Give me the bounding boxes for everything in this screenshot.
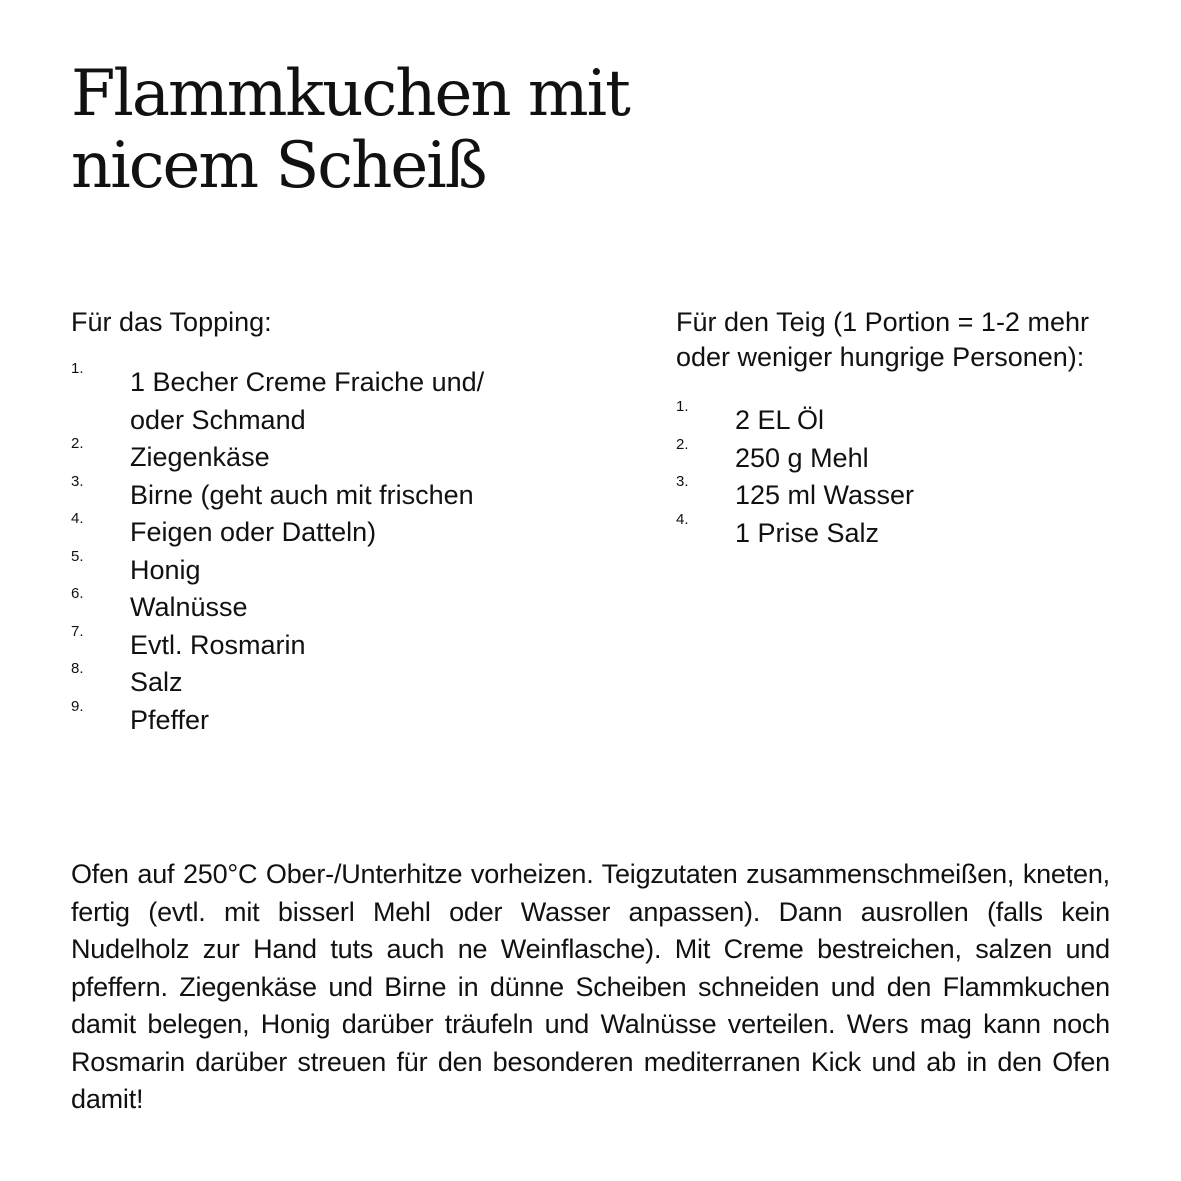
list-number: 1. <box>676 398 689 415</box>
list-item <box>71 510 541 552</box>
list-number: 2. <box>676 435 689 453</box>
list-item-text: Birne (geht auch mit frischen <box>130 479 474 510</box>
list-item <box>676 435 1116 478</box>
list-item-text: Feigen oder Datteln) <box>130 517 377 547</box>
list-number: 6. <box>71 585 84 602</box>
list-number: 8. <box>71 660 84 677</box>
list-number: 2. <box>71 435 84 452</box>
list-number: 3. <box>71 472 84 490</box>
list-item <box>71 435 541 477</box>
list-item-text: 2 EL Öl <box>735 405 825 435</box>
list-item <box>71 660 541 702</box>
list-item-text: Pfeffer <box>130 704 210 735</box>
dough-section <box>676 305 1116 552</box>
recipe-title-line-1: Flammkuchen mit <box>71 57 629 131</box>
list-item <box>71 547 541 590</box>
list-item <box>71 472 541 515</box>
list-number: 7. <box>71 622 84 640</box>
instructions-paragraph: Ofen auf 250°C Ober-/Unterhitze vorheizen. Teigzutaten zusammenschmeißen, kneten, fertig (evtl. mit bisserl Mehl oder Wasser anpassen). Dann ausrollen (falls kein Nudelholz zur Hand tuts auch ne Weinflasche). Mit Creme bestreichen, salzen und pfeffern. Ziegenkäse und Birne in dünne Scheiben schneiden und den Flammkuchen damit belegen, Honig darüber träufeln und Walnüsse verteilen. Wers mag kann noch Rosmarin darüber streuen für den besonderen mediterranen Kick und ab in den Ofen damit! <box>71 859 1110 1114</box>
list-number: 4. <box>676 510 689 528</box>
list-item <box>71 622 541 665</box>
list-item-text: Ziegenkäse <box>130 442 270 472</box>
list-item-text: 1 Becher Creme Fraiche und/ oder Schmand <box>130 367 485 435</box>
list-item <box>676 398 1116 440</box>
list-number: 4. <box>71 510 84 527</box>
dough-heading: Für den Teig (1 Portion = 1-2 mehr oder weniger hungrige Personen): <box>676 307 1089 372</box>
list-item-text: 250 g Mehl <box>735 442 869 473</box>
list-item <box>71 585 541 627</box>
list-item-text: Salz <box>130 667 183 697</box>
topping-list <box>71 360 541 739</box>
dough-list <box>676 398 1116 552</box>
list-item-text: Evtl. Rosmarin <box>130 629 306 660</box>
list-item-text: Honig <box>130 554 201 585</box>
list-item <box>676 473 1116 515</box>
topping-section <box>71 305 541 739</box>
list-item-text: 1 Prise Salz <box>735 517 880 548</box>
list-number: 9. <box>71 697 84 715</box>
list-number: 3. <box>676 473 689 490</box>
recipe-title-line-2: nicem Scheiß <box>71 129 486 203</box>
recipe-title <box>71 58 771 202</box>
list-number: 1. <box>71 360 84 377</box>
list-item <box>71 697 541 740</box>
list-number: 5. <box>71 547 84 565</box>
list-item <box>676 510 1116 553</box>
list-item <box>71 360 541 439</box>
list-item-text: Walnüsse <box>130 592 248 622</box>
topping-heading: Für das Topping: <box>71 307 272 337</box>
list-item-text: 125 ml Wasser <box>735 480 915 510</box>
